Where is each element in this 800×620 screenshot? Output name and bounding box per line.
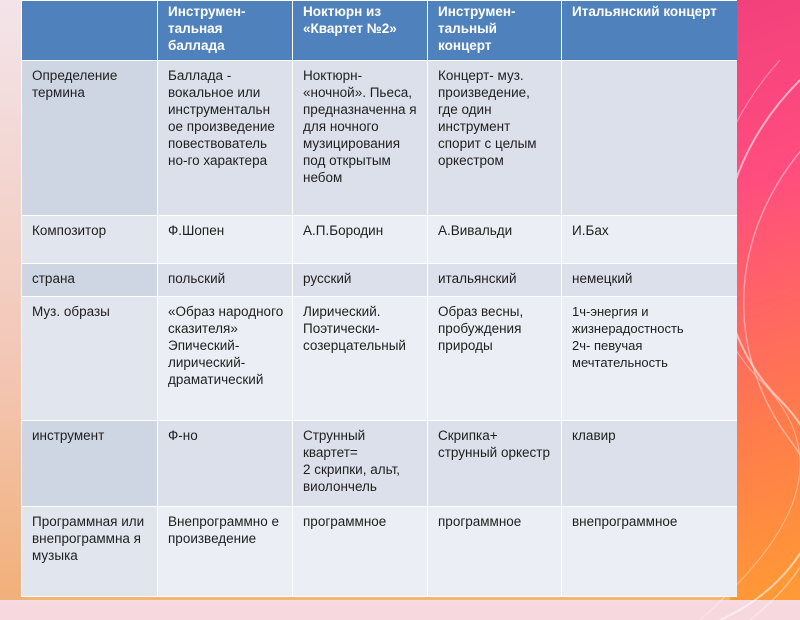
table-cell: польский	[158, 264, 293, 297]
row-label-definition: Определение термина	[22, 61, 158, 216]
table-cell: итальянский	[428, 264, 562, 297]
table-cell: Концерт- муз. произведение, где один инструмент спорит с целым оркестром	[428, 61, 562, 216]
table-row	[22, 264, 738, 297]
table-container	[21, 0, 737, 600]
table-cell: внепрограммное	[562, 507, 738, 597]
table-row	[22, 216, 738, 264]
comparison-table	[21, 0, 737, 597]
table-cell: Образ весны, пробуждения природы	[428, 297, 562, 421]
table-cell: Ф.Шопен	[158, 216, 293, 264]
table-cell: программное	[293, 507, 428, 597]
table-cell: немецкий	[562, 264, 738, 297]
header-cell-empty	[22, 1, 158, 61]
table-cell	[562, 61, 738, 216]
table-cell: Лирический. Поэтически-созерцательный	[293, 297, 428, 421]
header-cell-ballad	[158, 1, 293, 61]
table-cell: русский	[293, 264, 428, 297]
table-cell: Ф-но	[158, 421, 293, 507]
row-label-images: Муз. образы	[22, 297, 158, 421]
table-cell: Скрипка+ струнный оркестр	[428, 421, 562, 507]
row-label-instrument: инструмент	[22, 421, 158, 507]
table-cell: программное	[428, 507, 562, 597]
table-cell: Внепрограммно е произведение	[158, 507, 293, 597]
table-row	[22, 61, 738, 216]
table-row	[22, 421, 738, 507]
header-ballad-text: Инструмен- тальная баллада	[168, 4, 246, 53]
table-cell: Ноктюрн- «ночной». Пьеса, предназначенна я для ночного музицирования под открытым небом	[293, 61, 428, 216]
table-cell: И.Бах	[562, 216, 738, 264]
table-cell: клавир	[562, 421, 738, 507]
table-cell: А.П.Бородин	[293, 216, 428, 264]
row-label-country: страна	[22, 264, 158, 297]
table-cell: 1ч-энергия и жизнерадостность 2ч- певучая мечтательность	[562, 297, 738, 421]
table-row	[22, 507, 738, 597]
table-cell: А.Вивальди	[428, 216, 562, 264]
header-cell-nocturne: Ноктюрн из «Квартет №2»	[293, 1, 428, 61]
header-cell-italian-concerto: Итальянский концерт	[562, 1, 738, 61]
header-row	[22, 1, 738, 61]
header-cell-concerto	[428, 1, 562, 61]
table-row	[22, 297, 738, 421]
table-cell: Струнный квартет= 2 скрипки, альт, виолончель	[293, 421, 428, 507]
header-concerto-text: Инструмен- тальный концерт	[438, 4, 516, 53]
row-label-composer: Композитор	[22, 216, 158, 264]
table-cell: «Образ народного сказителя» Эпический-лирический-драматический	[158, 297, 293, 421]
row-label-program-music: Программная или внепрограммна я музыка	[22, 507, 158, 597]
table-cell: Баллада - вокальное или инструментальн ое произведение повествователь но-го характера	[158, 61, 293, 216]
